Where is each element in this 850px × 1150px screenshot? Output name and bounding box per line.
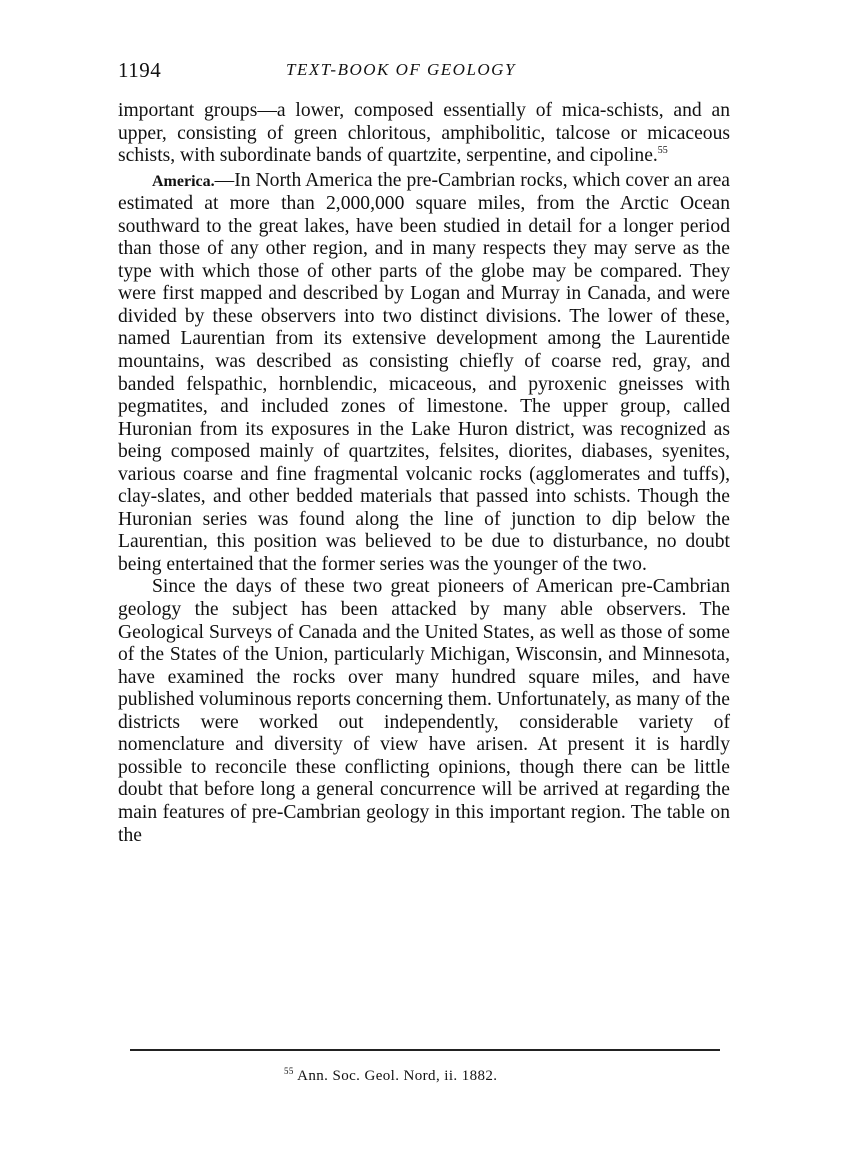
footnote [284,1068,497,1085]
footnote-rule [130,1049,720,1051]
page-header [118,58,730,88]
paragraph-continuation [118,100,730,168]
body-text [118,100,730,847]
page-number: 1194 [118,58,162,82]
paragraph-text: —In North America the pre-Cambrian rocks, which cover an area estimated at more than 2,000,000 square miles, from the Arctic Ocean southward to the great lakes, have been studied in detail for a longer period than those of any other region, and in many respects they may serve as the type with which those of other parts of the globe may be compared. They were first mapped and described by Logan and Murray in Canada, and were divided by these observers into two distinct divisions. The lower of these, named Laurentian from its extensive development among the Laurentide mountains, was described as consisting chiefly of coarse red, gray, and banded felspathic, hornblendic, micaceous, and pyroxenic gneisses with pegmatites, and included zones of limestone. The upper group, called Huronian from its exposures in the Lake Huron district, was recognized as being composed mainly of quartzites, felsites, diorites, diabases, syenites, various coarse and fine fragmental volcanic rocks (agglomerates and tuffs), clay-slates, and other bedded materials that passed into schists. Though the Huronian series was found along the line of junction to dip below the Laurentian, this position was believed to be due to disturbance, no doubt being entertained that the former series was the younger of the two. [118,169,730,575]
paragraph-america [118,170,730,577]
running-head: TEXT-BOOK OF GEOLOGY [286,60,516,79]
section-sidehead: America. [152,172,215,190]
footnote-number: 55 [284,1066,294,1076]
paragraph-text: important groups—a lower, composed essentially of mica-schists, and an upper, consisting of green chloritous, amphibolitic, talcose or micaceous schists, with subordinate bands of quartzite, serpentine, and cipoline. [118,100,730,167]
footnote-text: Ann. Soc. Geol. Nord, ii. 1882. [297,1068,498,1084]
footnote-reference: 55 [657,145,668,157]
book-page [118,58,730,847]
paragraph-text: Since the days of these two great pioneers of American pre-Cambrian geology the subject has been attacked by many able observers. The Geological Surveys of Canada and the United States, as well as those of some of the States of the Union, particularly Michigan, Wisconsin, and Minnesota, have examined the rocks over many hundred square miles, and have published voluminous reports concerning them. Unfortunately, as many of the districts were worked out independently, considerable variety of nomenclature and diversity of view have arisen. At present it is hardly possible to reconcile these conflicting opinions, though there can be little doubt that before long a general concurrence will be arrived at regarding the main features of pre-Cambrian geology in this important region. The table on the [118,576,730,846]
paragraph-pioneers [118,576,730,847]
